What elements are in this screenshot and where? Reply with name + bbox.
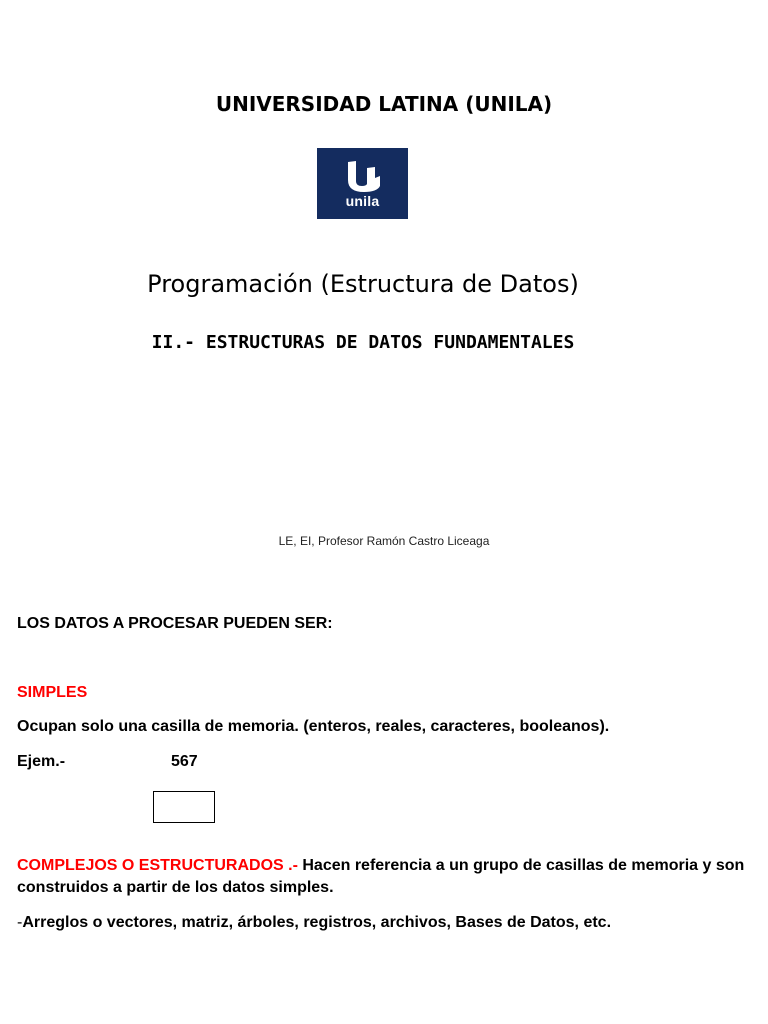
complex-title: COMPLEJOS O ESTRUCTURADOS .- — [17, 857, 298, 874]
example-value: 567 — [171, 753, 198, 770]
logo-text: unila — [345, 193, 380, 209]
simples-title: SIMPLES — [17, 684, 88, 701]
section-heading: LOS DATOS A PROCESAR PUEDEN SER: — [17, 615, 333, 632]
university-logo — [317, 148, 408, 219]
example-label: Ejem.- — [17, 753, 66, 770]
author-credit: LE, EI, Profesor Ramón Castro Liceaga — [278, 534, 490, 548]
simples-description: Ocupan solo una casilla de memoria. (enteros, reales, caracteres, booleanos). — [17, 718, 610, 735]
examples-dash: - — [17, 914, 23, 931]
complex-paragraph — [17, 855, 762, 899]
complex-examples — [17, 912, 611, 934]
complex-description: Hacen referencia a un grupo de casillas de memoria y son construidos a partir de los datos simples. — [17, 857, 745, 896]
unit-title: II.- ESTRUCTURAS DE DATOS FUNDAMENTALES — [151, 332, 575, 353]
university-title: UNIVERSIDAD LATINA (UNILA) — [215, 92, 553, 116]
examples-text: Arreglos o vectores, matriz, árboles, registros, archivos, Bases de Datos, etc. — [22, 914, 612, 931]
course-title: Programación (Estructura de Datos) — [147, 270, 579, 298]
memory-cell-box — [153, 791, 215, 823]
